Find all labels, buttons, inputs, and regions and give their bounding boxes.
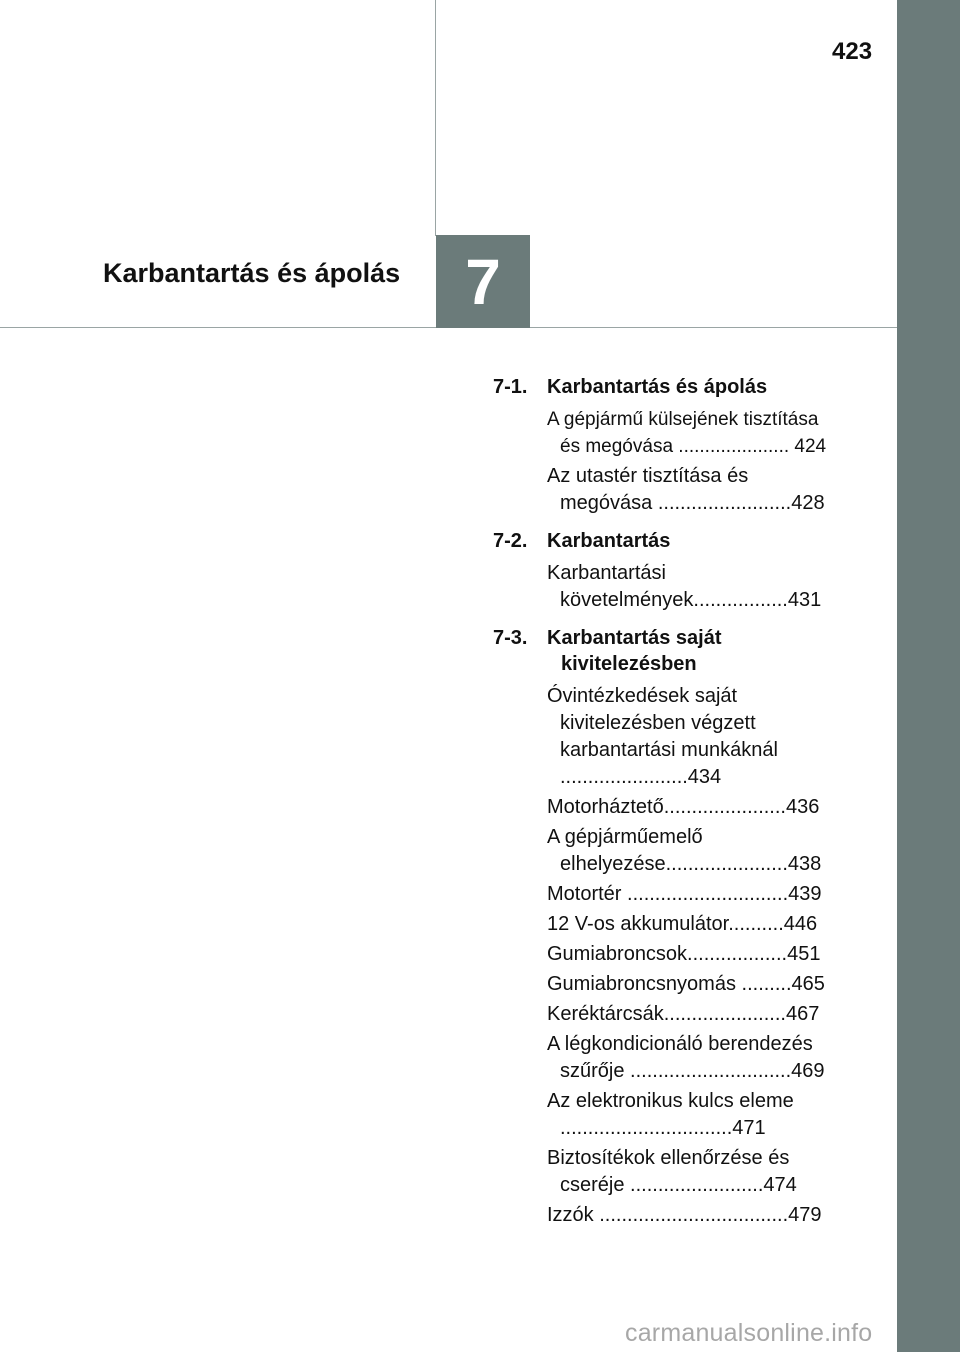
page-number: 423 <box>832 38 873 65</box>
toc-entry[interactable]: A légkondicionáló berendezés szűrője .............................469 <box>547 1033 825 1082</box>
section-number: 7-2. <box>493 530 528 552</box>
toc-section <box>493 528 838 614</box>
toc-section-heading[interactable] <box>493 625 838 677</box>
toc-entry[interactable]: Gumiabroncsnyomás .........465 <box>547 973 825 995</box>
section-title: Karbantartás saját kivitelezésben <box>547 627 722 675</box>
watermark: carmanualsonline.info <box>625 1319 873 1347</box>
toc-entry[interactable]: Óvintézkedések saját kivitelezésben végzett karbantartási munkáknál .......................434 <box>547 685 778 788</box>
toc-entry[interactable]: Gumiabroncsok..................451 <box>547 943 821 965</box>
toc-entry[interactable]: Az elektronikus kulcs eleme ...............................471 <box>547 1090 794 1139</box>
toc-entry[interactable]: Motorháztető......................436 <box>547 796 820 818</box>
chapter-title: Karbantartás és ápolás <box>103 258 401 288</box>
table-of-contents <box>493 374 838 1232</box>
toc-section-heading[interactable] <box>493 374 838 400</box>
section-number: 7-1. <box>493 376 528 398</box>
toc-entry[interactable]: Keréktárcsák......................467 <box>547 1003 820 1025</box>
toc-section-heading[interactable] <box>493 528 838 554</box>
toc-entry[interactable]: 12 V-os akkumulátor..........446 <box>547 913 818 935</box>
toc-entry[interactable]: Motortér .............................439 <box>547 883 822 905</box>
toc-entry[interactable]: Az utastér tisztítása és megóvása ........................428 <box>547 465 825 514</box>
section-number: 7-3. <box>493 627 528 649</box>
chapter-number: 7 <box>465 245 501 318</box>
toc-entry[interactable]: Karbantartási követelmények.................431 <box>547 562 822 611</box>
toc-entry[interactable]: Biztosítékok ellenőrzése és cseréje ........................474 <box>547 1147 797 1196</box>
toc-entry[interactable]: A gépjármű külsejének tisztítása és megóvása ..................... 424 <box>547 409 827 457</box>
chapter-number-box <box>436 235 530 328</box>
toc-entry[interactable]: A gépjárműemelő elhelyezése......................438 <box>547 826 822 875</box>
section-title: Karbantartás <box>547 530 671 552</box>
section-title: Karbantartás és ápolás <box>547 376 768 398</box>
toc-section <box>493 374 838 517</box>
toc-entry[interactable]: Izzók ..................................479 <box>547 1204 822 1226</box>
chapter-side-tab <box>897 0 960 1352</box>
toc-section <box>493 625 838 1229</box>
vertical-divider <box>435 0 436 236</box>
